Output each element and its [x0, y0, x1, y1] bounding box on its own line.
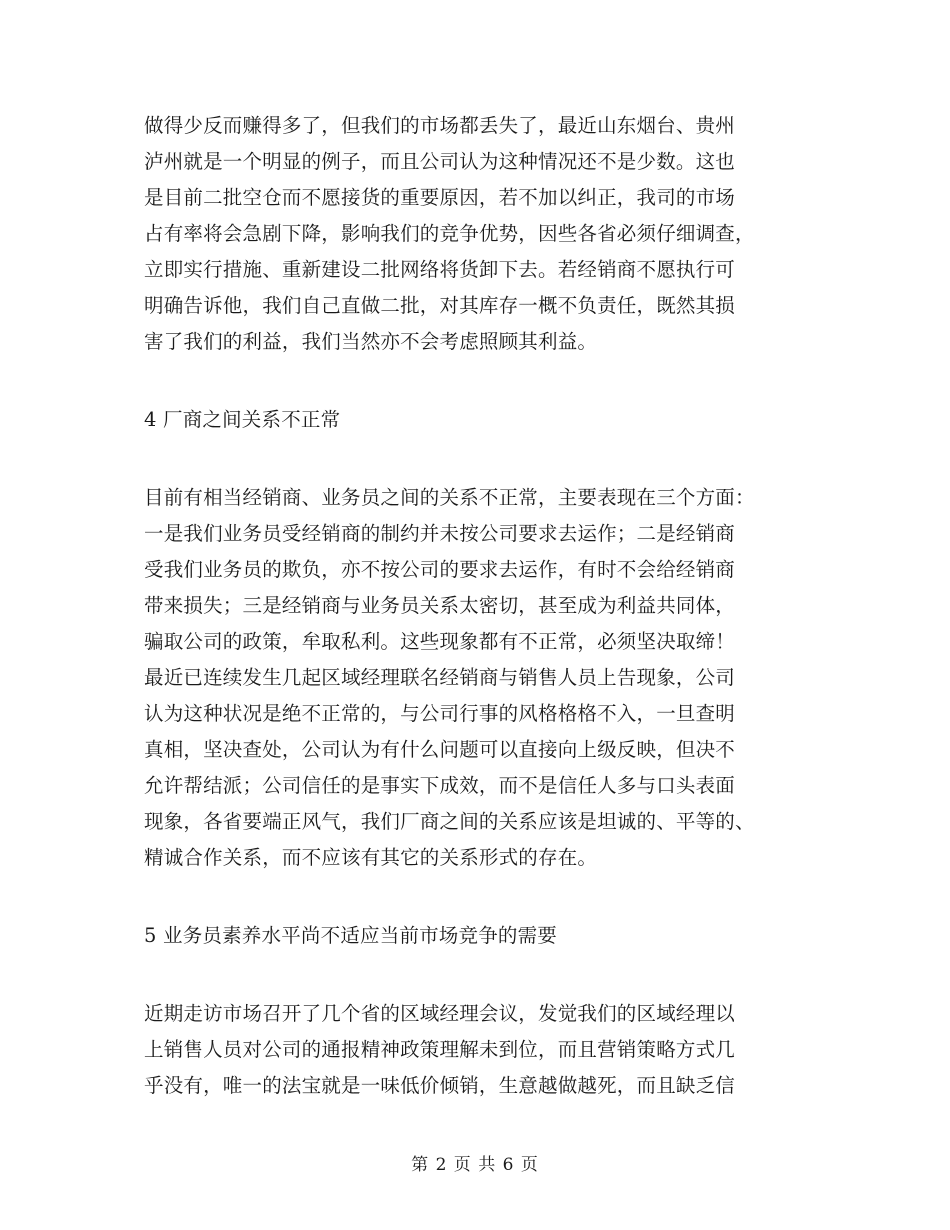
text-line: 立即实行措施、重新建设二批网络将货卸下去。若经销商不愿执行可 [144, 258, 736, 281]
text-line: 目前有相当经销商、业务员之间的关系不正常，主要表现在三个方面： [144, 486, 755, 509]
text-line: 害了我们的利益，我们当然亦不会考虑照顾其利益。 [144, 330, 598, 353]
text-line: 带来损失；三是经销商与业务员关系太密切，甚至成为利益共同体， [144, 594, 736, 617]
text-line: 泸州就是一个明显的例子，而且公司认为这种情况还不是少数。这也 [144, 150, 736, 173]
page-number-footer: 第 2 页 共 6 页 [411, 1155, 539, 1175]
section-heading-4: 4 厂商之间关系不正常 [144, 408, 341, 431]
text-line: 最近已连续发生几起区域经理联名经销商与销售人员上告现象，公司 [144, 666, 736, 689]
page-body [144, 108, 809, 1104]
spacer [144, 438, 809, 480]
text-line: 骗取公司的政策，牟取私利。这些现象都有不正常，必须坚决取缔！ [144, 630, 736, 653]
paragraph-relationship [144, 480, 809, 876]
text-line: 受我们业务员的欺负，亦不按公司的要求去运作，有时不会给经销商 [144, 558, 736, 581]
section-heading-5: 5 业务员素养水平尚不适应当前市场竞争的需要 [144, 924, 558, 947]
text-line: 明确告诉他，我们自己直做二批，对其库存一概不负责任，既然其损 [144, 294, 736, 317]
text-line: 真相，坚决查处，公司认为有什么问题可以直接向上级反映，但决不 [144, 738, 736, 761]
spacer [144, 954, 809, 996]
text-line: 上销售人员对公司的通报精神政策理解未到位，而且营销策略方式几 [144, 1038, 736, 1061]
text-line: 精诚合作关系，而不应该有其它的关系形式的存在。 [144, 846, 598, 869]
text-line: 一是我们业务员受经销商的制约并未按公司要求去运作；二是经销商 [144, 522, 736, 545]
paragraph-market-loss [144, 108, 809, 360]
text-line: 做得少反而赚得多了，但我们的市场都丢失了，最近山东烟台、贵州 [144, 114, 736, 137]
text-line: 近期走访市场召开了几个省的区域经理会议，发觉我们的区域经理以 [144, 1002, 736, 1025]
text-line: 占有率将会急剧下降，影响我们的竞争优势，因些各省必须仔细调查， [144, 222, 755, 245]
paragraph-staff-quality [144, 996, 809, 1104]
text-line: 是目前二批空仓而不愿接货的重要原因，若不加以纠正，我司的市场 [144, 186, 736, 209]
text-line: 认为这种状况是绝不正常的，与公司行事的风格格格不入，一旦查明 [144, 702, 736, 725]
text-line: 现象，各省要端正风气，我们厂商之间的关系应该是坦诚的、平等的、 [144, 810, 755, 833]
spacer [144, 360, 809, 402]
text-line: 允许帮结派；公司信任的是事实下成效，而不是信任人多与口头表面 [144, 774, 736, 797]
spacer [144, 876, 809, 918]
text-line: 乎没有，唯一的法宝就是一味低价倾销，生意越做越死，而且缺乏信 [144, 1074, 736, 1097]
